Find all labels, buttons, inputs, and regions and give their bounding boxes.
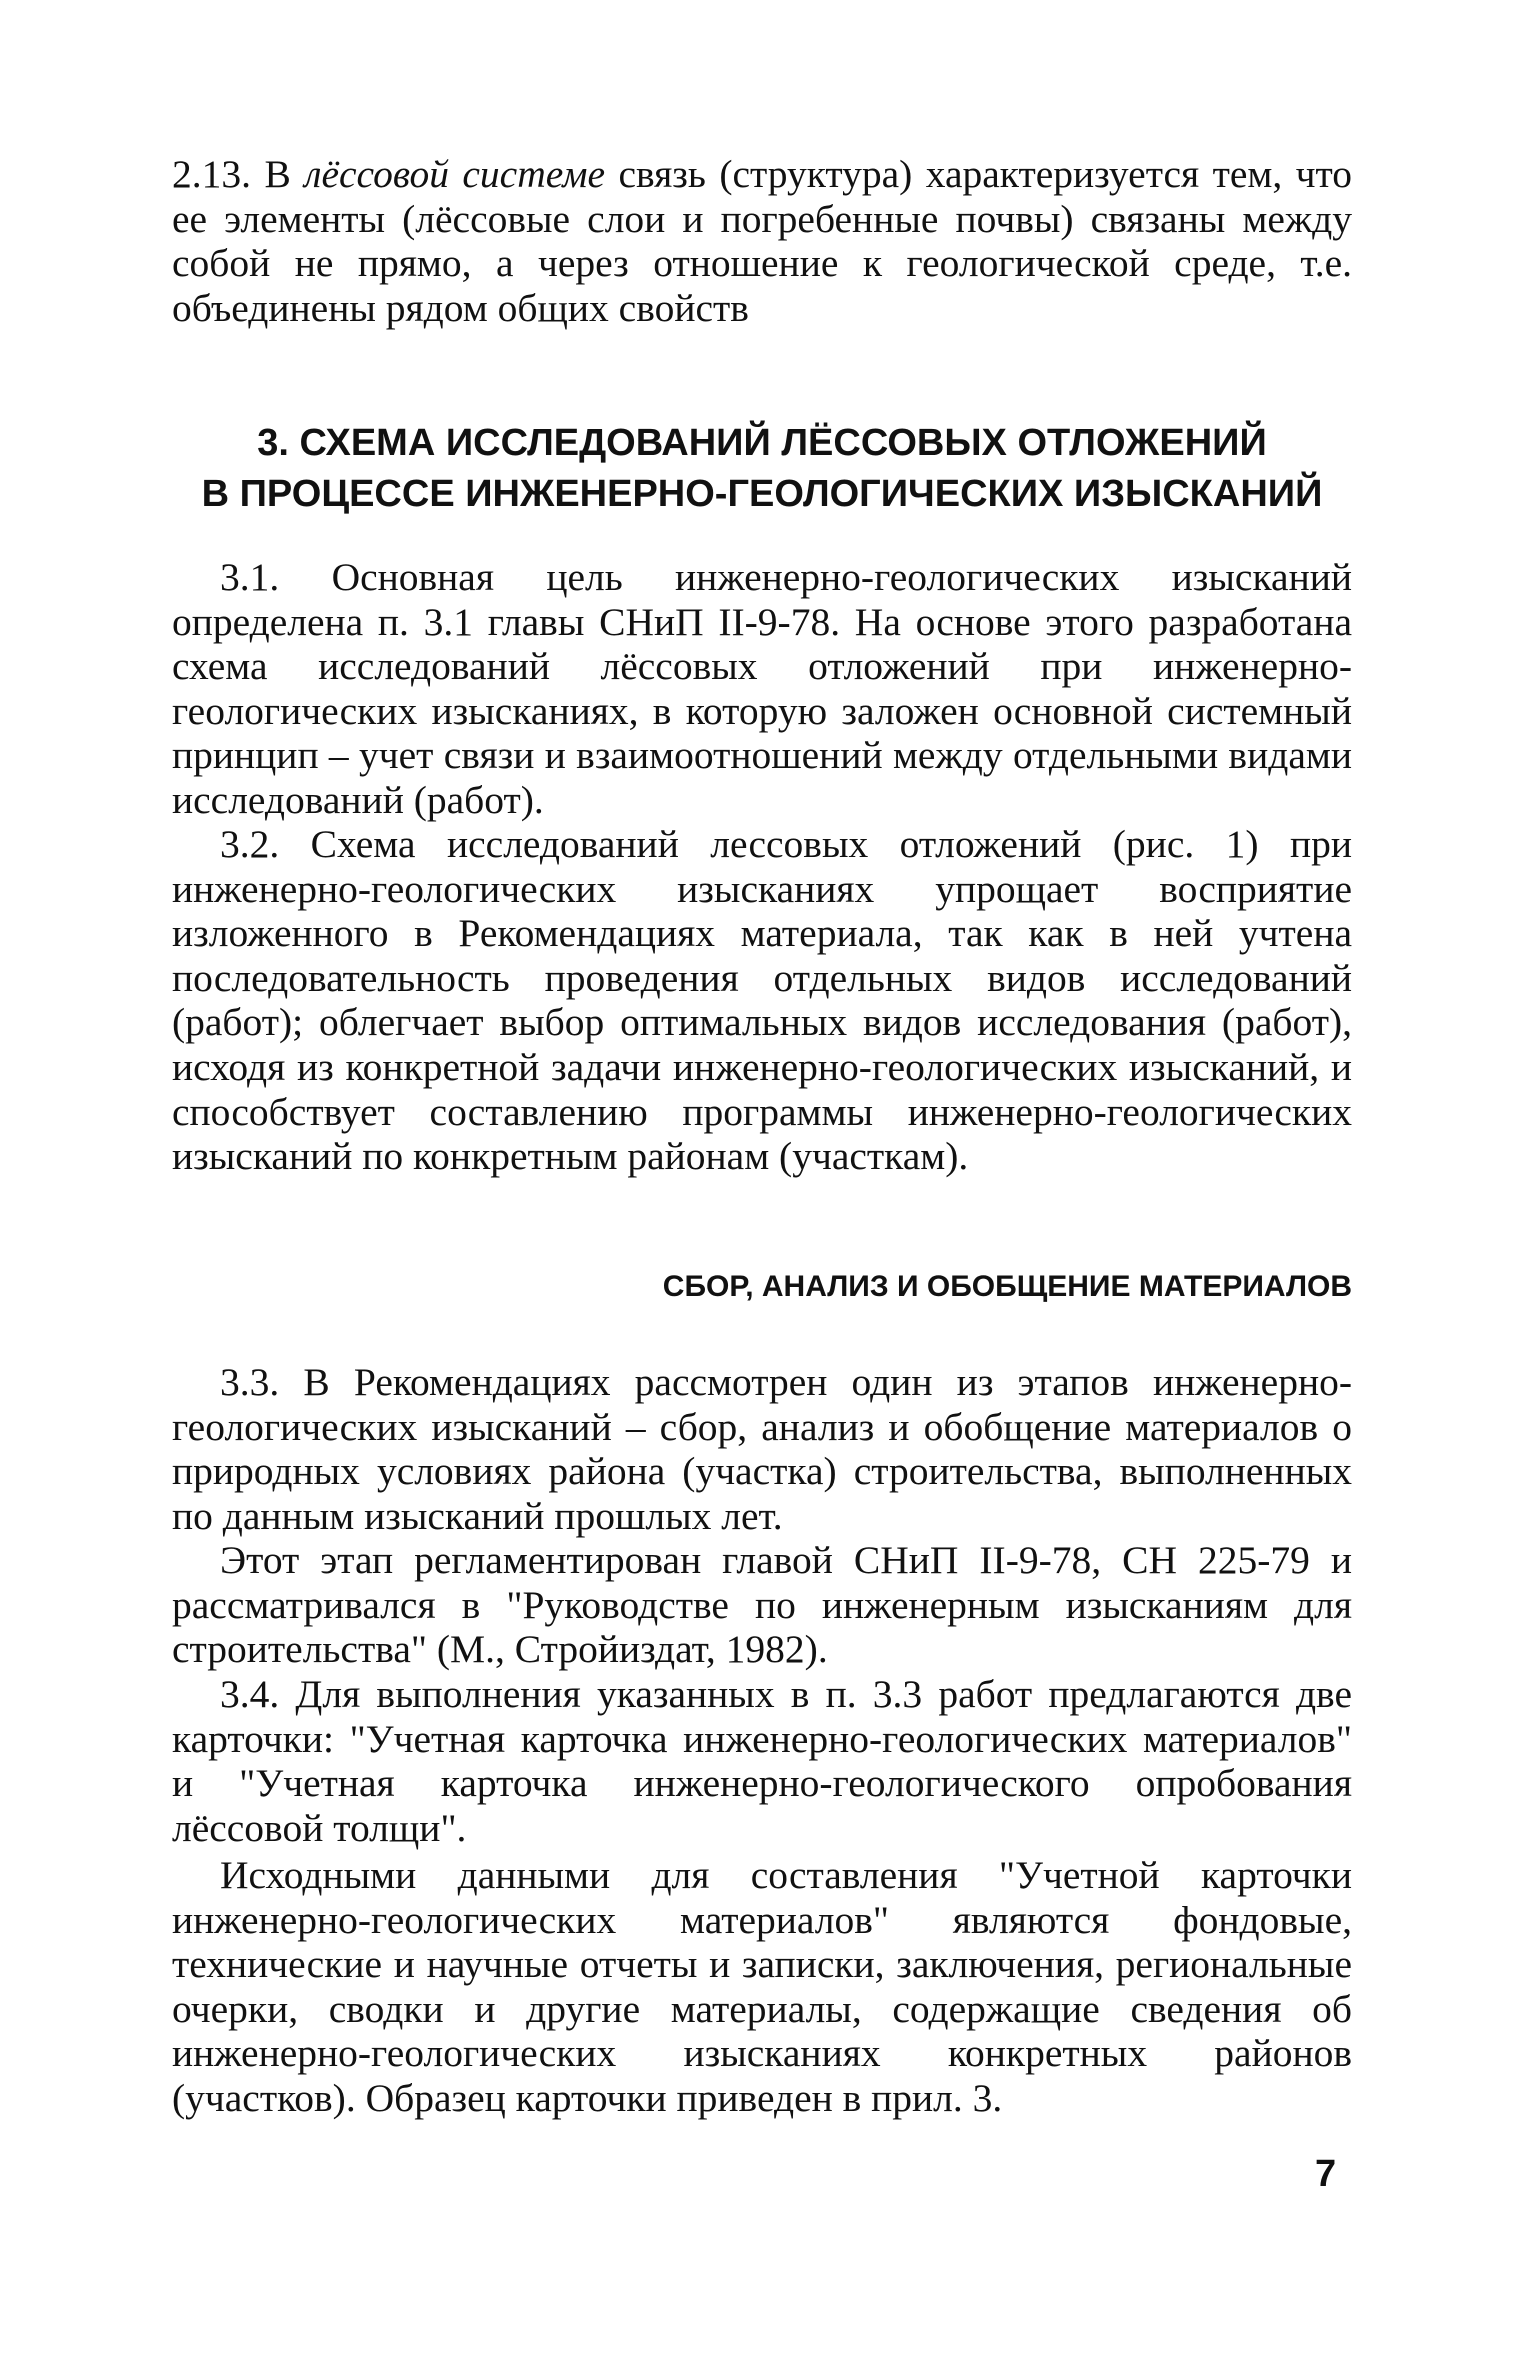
paragraph-3-3-continuation: Этот этап регламентирован главой СНиП II-9-78, СН 225-79 и рассматривался в "Руководстве по инженерным изысканиям для строительства" (М., Стройиздат, 1982).	[172, 1538, 1352, 1672]
page-number: 7	[1315, 2153, 1337, 2195]
paragraph-3-1: 3.1. Основная цель инженерно-геологических изысканий определена п. 3.1 главы СНиП II-9-78. На основе этого разработана схема исследований лёссовых отложений при инженерно-геологических изысканиях, в которую заложен основной системный принцип – учет связи и взаимоотношений между отдельными видами исследований (работ).	[172, 555, 1352, 822]
section-heading: 3. СХЕМА ИССЛЕДОВАНИЙ ЛЁССОВЫХ ОТЛОЖЕНИЙ В ПРОЦЕССЕ ИНЖЕНЕРНО-ГЕОЛОГИЧЕСКИХ ИЗЫСКАНИЙ	[201, 422, 1323, 515]
italic-term: лёссовой системе	[304, 152, 606, 196]
paragraph-3-3: 3.3. В Рекомендациях рассмотрен один из этапов инженерно-геологических изысканий – сбор, анализ и обобщение материалов о природных условиях района (участка) строительства, выполненных по данным изысканий прошлых лет.	[172, 1360, 1352, 1538]
paragraph-number: 2.13.	[172, 152, 251, 196]
paragraph-3-2: 3.2. Схема исследований лессовых отложений (рис. 1) при инженерно-геологических изысканиях упрощает восприятие изложенного в Рекомендациях материала, так как в ней учтена последовательность проведения отдельных видов исследований (работ); облегчает выбор оптимальных видов исследования (работ), исходя из конкретной задачи инженерно-геологических изысканий, и способствует составлению программы инженерно-геологических изысканий по конкретным районам (участкам).	[172, 822, 1352, 1179]
paragraph-3-4: 3.4. Для выполнения указанных в п. 3.3 работ предлагаются две карточки: "Учетная карточка инженерно-геологических материалов" и "Учетная карточка инженерно-геологического опробования лёссовой толщи".	[172, 1672, 1352, 1850]
paragraph-final: Исходными данными для составления "Учетной карточки инженерно-геологических материалов" являются фондовые, технические и научные отчеты и записки, заключения, региональные очерки, сводки и другие материалы, содержащие сведения об инженерно-геологических изысканиях конкретных районов (участков). Образец карточки приведен в прил. 3.	[172, 1853, 1352, 2120]
subsection-heading: СБОР, АНАЛИЗ И ОБОБЩЕНИЕ МАТЕРИАЛОВ	[662, 1270, 1352, 1303]
paragraph-2-13: 2.13. В лёссовой системе связь (структура) характеризуется тем, что ее элементы (лёссовые слои и погребенные почвы) связаны между собой не прямо, а через отношение к геологической среде, т.е. объединены рядом общих свойств	[172, 152, 1353, 330]
